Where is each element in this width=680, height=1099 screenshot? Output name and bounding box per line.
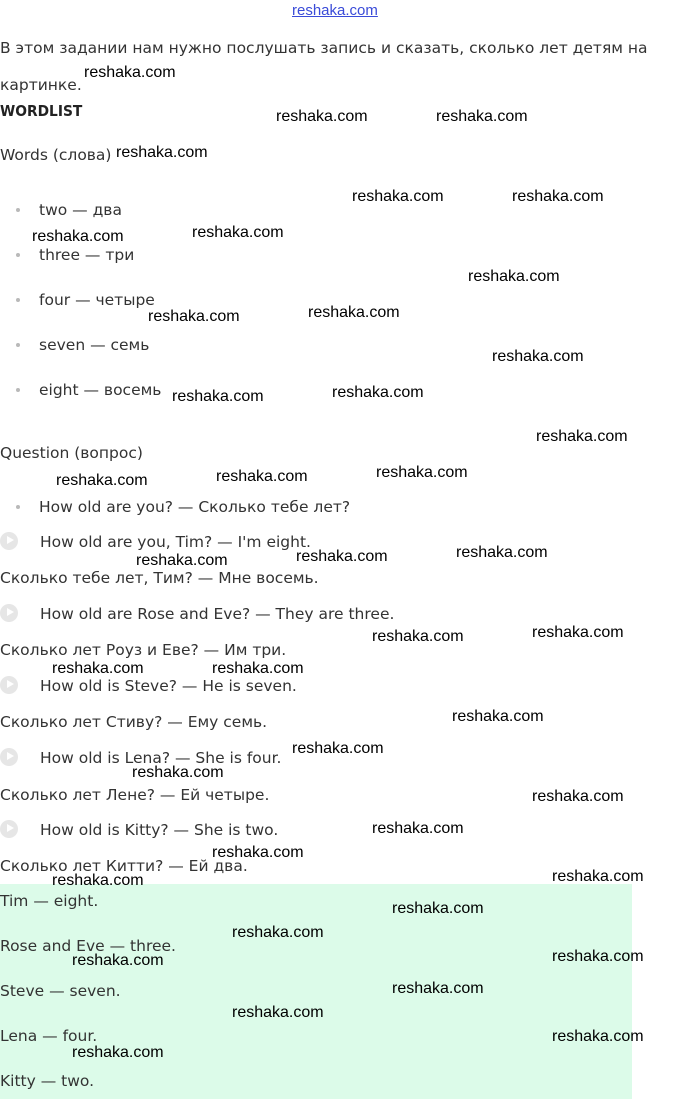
watermark: reshaka.com bbox=[148, 308, 240, 325]
watermark: reshaka.com bbox=[372, 820, 464, 837]
list-item-text: seven — семь bbox=[39, 336, 150, 354]
watermark: reshaka.com bbox=[308, 304, 400, 321]
answer-line: Lena — four. bbox=[0, 1027, 98, 1045]
wordlist-heading: WORDLIST bbox=[0, 102, 83, 120]
answer-line: Kitty — two. bbox=[0, 1072, 95, 1090]
answer-line: Tim — eight. bbox=[0, 892, 99, 910]
bullet-icon bbox=[16, 298, 20, 302]
watermark: reshaka.com bbox=[436, 108, 528, 125]
watermark: reshaka.com bbox=[536, 428, 628, 445]
dialog-ru: Сколько тебе лет, Тим? — Мне восемь. bbox=[0, 569, 319, 587]
watermark: reshaka.com bbox=[532, 788, 624, 805]
list-item-text: two — два bbox=[39, 201, 122, 219]
bullet-icon bbox=[16, 253, 20, 257]
watermark: reshaka.com bbox=[552, 1028, 644, 1045]
watermark: reshaka.com bbox=[552, 948, 644, 965]
watermark: reshaka.com bbox=[52, 872, 144, 889]
watermark: reshaka.com bbox=[376, 464, 468, 481]
list-item-text: eight — восемь bbox=[39, 381, 162, 399]
watermark: reshaka.com bbox=[292, 740, 384, 757]
watermark: reshaka.com bbox=[296, 548, 388, 565]
watermark: reshaka.com bbox=[172, 388, 264, 405]
dialog-en: How old is Lena? — She is four. bbox=[40, 749, 282, 767]
audio-line bbox=[0, 533, 311, 552]
watermark: reshaka.com bbox=[332, 384, 424, 401]
list-item-text: three — три bbox=[39, 246, 135, 264]
answer-line: Rose and Eve — three. bbox=[0, 937, 176, 955]
watermark: reshaka.com bbox=[392, 900, 484, 917]
watermark: reshaka.com bbox=[352, 188, 444, 205]
watermark: reshaka.com bbox=[132, 764, 224, 781]
watermark: reshaka.com bbox=[552, 868, 644, 885]
dialog-en: How old is Steve? — He is seven. bbox=[40, 677, 297, 695]
watermark: reshaka.com bbox=[84, 64, 176, 81]
watermark: reshaka.com bbox=[392, 980, 484, 997]
watermark: reshaka.com bbox=[532, 624, 624, 641]
dialog-en: How old are Rose and Eve? — They are three. bbox=[40, 605, 395, 623]
words-heading: Words (слова) bbox=[0, 146, 112, 164]
list-item bbox=[16, 246, 134, 264]
watermark: reshaka.com bbox=[456, 544, 548, 561]
play-icon[interactable] bbox=[0, 820, 18, 838]
watermark: reshaka.com bbox=[372, 628, 464, 645]
audio-line bbox=[0, 821, 278, 840]
play-icon[interactable] bbox=[0, 604, 18, 622]
watermark: reshaka.com bbox=[216, 468, 308, 485]
watermark: reshaka.com bbox=[52, 660, 144, 677]
watermark: reshaka.com bbox=[232, 924, 324, 941]
list-item bbox=[16, 201, 122, 219]
watermark: reshaka.com bbox=[32, 228, 124, 245]
list-item bbox=[16, 498, 350, 516]
watermark: reshaka.com bbox=[512, 188, 604, 205]
bullet-icon bbox=[16, 208, 20, 212]
bullet-icon bbox=[16, 505, 20, 509]
dialog-ru: Сколько лет Лене? — Ей четыре. bbox=[0, 786, 270, 804]
watermark: reshaka.com bbox=[276, 108, 368, 125]
watermark: reshaka.com bbox=[192, 224, 284, 241]
intro-text: В этом задании нам нужно послушать запись и сказать, сколько лет детям на картинке. bbox=[0, 39, 648, 94]
watermark: reshaka.com bbox=[56, 472, 148, 489]
bullet-icon bbox=[16, 343, 20, 347]
watermark: reshaka.com bbox=[72, 952, 164, 969]
audio-line bbox=[0, 605, 394, 624]
bullet-icon bbox=[16, 388, 20, 392]
watermark: reshaka.com bbox=[468, 268, 560, 285]
question-heading: Question (вопрос) bbox=[0, 444, 143, 462]
dialog-ru: Сколько лет Китти? — Ей два. bbox=[0, 857, 248, 875]
watermark: reshaka.com bbox=[492, 348, 584, 365]
play-icon[interactable] bbox=[0, 748, 18, 766]
list-item-text: four — четыре bbox=[39, 291, 155, 309]
watermark: reshaka.com bbox=[232, 1004, 324, 1021]
list-item bbox=[16, 291, 155, 309]
audio-line bbox=[0, 677, 297, 696]
watermark: reshaka.com bbox=[452, 708, 544, 725]
watermark: reshaka.com bbox=[116, 144, 208, 161]
site-link[interactable]: reshaka.com bbox=[292, 2, 378, 19]
watermark: reshaka.com bbox=[72, 1044, 164, 1061]
play-icon[interactable] bbox=[0, 676, 18, 694]
list-item bbox=[16, 381, 161, 399]
answer-line: Steve — seven. bbox=[0, 982, 121, 1000]
dialog-en: How old are you, Tim? — I'm eight. bbox=[40, 533, 311, 551]
watermark: reshaka.com bbox=[212, 844, 304, 861]
list-item bbox=[16, 336, 149, 354]
list-item-text: How old are you? — Сколько тебе лет? bbox=[39, 498, 351, 516]
dialog-ru: Сколько лет Стиву? — Ему семь. bbox=[0, 713, 268, 731]
dialog-en: How old is Kitty? — She is two. bbox=[40, 821, 279, 839]
dialog-ru: Сколько лет Роуз и Еве? — Им три. bbox=[0, 641, 287, 659]
watermark: reshaka.com bbox=[212, 660, 304, 677]
play-icon[interactable] bbox=[0, 532, 18, 550]
watermark: reshaka.com bbox=[136, 552, 228, 569]
